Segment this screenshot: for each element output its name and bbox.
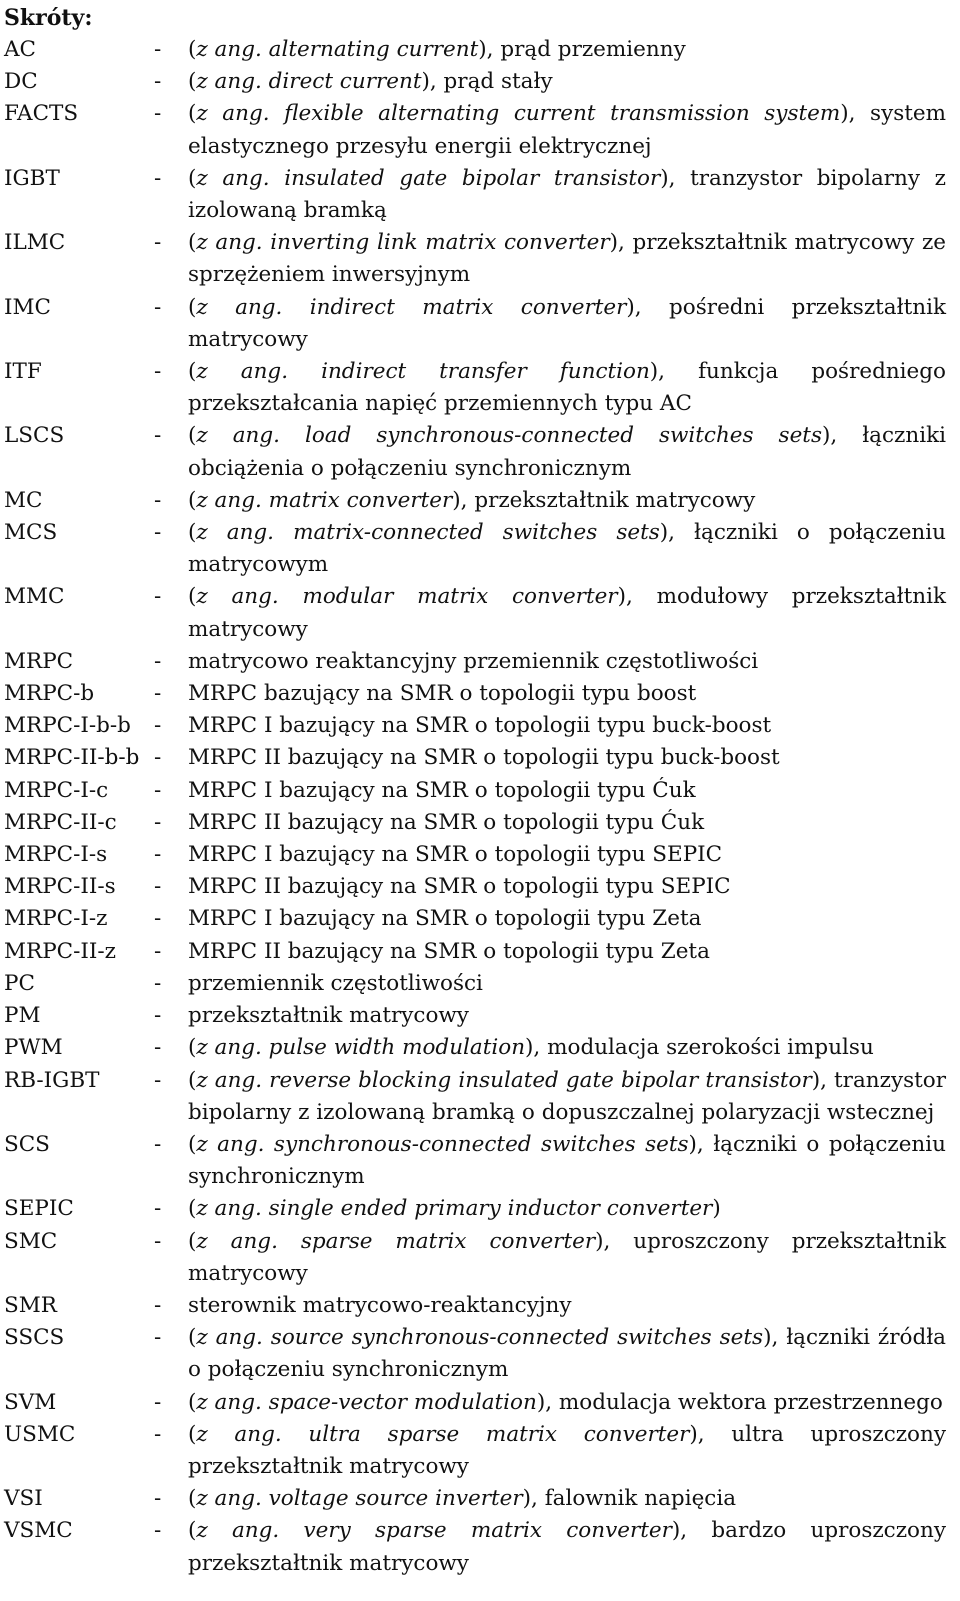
abbreviation-description: (z ang. ultra sparse matrix converter), ultra uproszczony przekształtnik matrycowy — [188, 1421, 946, 1479]
abbreviation-list — [4, 34, 946, 1580]
english-term: matrix-connected switches sets — [293, 520, 660, 546]
abbreviation-entry — [4, 903, 946, 935]
abbreviation-description: (z ang. reverse blocking insulated gate bipolar transistor), tranzystor bipolarny z izolowaną bramką o dopuszczalnej polaryzacji wstecznej — [188, 1067, 946, 1125]
separator-dash: - — [154, 1518, 162, 1544]
abbreviation-description: (z ang. modular matrix converter), modułowy przekształtnik matrycowy — [188, 584, 947, 642]
z-ang-marker: z ang. — [196, 37, 269, 62]
abbreviation-description: (z ang. alternating current), prąd przemienny — [188, 37, 686, 62]
z-ang-marker: z ang. — [196, 359, 322, 385]
z-ang-marker: z ang. — [196, 487, 269, 513]
z-ang-marker: z ang. — [196, 165, 285, 191]
abbreviation-description: (z ang. matrix-connected switches sets), łączniki o połączeniu matrycowym — [188, 520, 946, 578]
separator-dash: - — [154, 1325, 162, 1351]
polish-term: MRPC I bazujący na SMR o topologii typu buck-boost — [188, 713, 772, 739]
abbreviation-term: MRPC-I-c — [4, 777, 109, 803]
abbreviation-entry — [4, 1515, 946, 1579]
abbreviation-entry — [4, 420, 946, 484]
abbreviation-entry — [4, 1322, 946, 1386]
polish-term: łączniki obciążenia o połączeniu synchronicznym — [188, 423, 946, 481]
abbreviation-entry — [4, 775, 946, 807]
abbreviation-description: (z ang. sparse matrix converter), uproszczony przekształtnik matrycowy — [188, 1228, 946, 1286]
abbreviation-term: VSI — [4, 1486, 43, 1512]
abbreviation-description: (z ang. voltage source inverter), falownik napięcia — [188, 1486, 737, 1512]
abbreviation-entry — [4, 1419, 946, 1483]
english-term: inverting link matrix converter — [270, 230, 610, 256]
polish-term: MRPC I bazujący na SMR o topologii typu Ćuk — [188, 777, 696, 803]
abbreviation-term: ILMC — [4, 230, 66, 256]
abbreviation-description — [188, 871, 946, 903]
separator-dash: - — [154, 681, 162, 707]
separator-dash: - — [154, 37, 162, 62]
abbreviation-description — [188, 936, 946, 968]
english-term: alternating current — [268, 37, 479, 62]
abbreviation-entry — [4, 1290, 946, 1322]
separator-dash: - — [154, 1035, 162, 1061]
abbreviation-entry — [4, 678, 946, 710]
abbreviation-entry — [4, 517, 946, 581]
abbreviation-description: (z ang. matrix converter), przekształtnik matrycowy — [188, 487, 756, 513]
separator-dash: - — [154, 423, 162, 449]
abbreviation-description — [188, 903, 946, 935]
separator-dash: - — [154, 1228, 162, 1254]
abbreviation-term: MRPC-II-s — [4, 874, 116, 900]
abbreviation-entry — [4, 1032, 946, 1064]
abbreviation-term: IMC — [4, 294, 51, 320]
abbreviation-entry — [4, 34, 946, 66]
z-ang-marker: z ang. — [196, 1131, 274, 1157]
z-ang-marker: z ang. — [196, 423, 305, 449]
abbreviation-description — [188, 775, 946, 807]
abbreviation-term: PWM — [4, 1035, 63, 1061]
abbreviation-description: (z ang. flexible alternating current transmission system), system elastycznego przesyłu energii elektrycznej — [188, 101, 947, 159]
z-ang-marker: z ang. — [196, 1228, 301, 1254]
english-term: single ended primary inductor converter — [268, 1196, 713, 1222]
abbreviation-entry — [4, 581, 946, 645]
separator-dash: - — [154, 294, 162, 320]
polish-term: MRPC II bazujący na SMR o topologii typu Zeta — [188, 938, 710, 964]
z-ang-marker: z ang. — [196, 1196, 269, 1222]
z-ang-marker: z ang. — [196, 1389, 269, 1415]
separator-dash: - — [154, 1003, 162, 1029]
separator-dash: - — [154, 842, 162, 868]
abbreviation-entry — [4, 1226, 946, 1290]
english-term: flexible alternating current transmission system — [284, 101, 841, 127]
abbreviation-term: MRPC-I-b-b — [4, 713, 131, 739]
abbreviation-term: FACTS — [4, 101, 79, 127]
separator-dash: - — [154, 69, 162, 95]
polish-term: MRPC I bazujący na SMR o topologii typu SEPIC — [188, 842, 723, 868]
abbreviation-description — [188, 646, 946, 678]
abbreviation-description: (z ang. source synchronous-connected switches sets), łączniki źródła o połączeniu synchronicznym — [188, 1325, 946, 1383]
polish-term: modułowy przekształtnik matrycowy — [188, 584, 947, 642]
polish-term: MRPC II bazujący na SMR o topologii typu buck-boost — [188, 745, 780, 771]
abbreviation-description: (z ang. indirect matrix converter), pośredni przekształtnik matrycowy — [188, 294, 946, 352]
abbreviation-entry — [4, 66, 946, 98]
abbreviation-term: DC — [4, 69, 38, 95]
separator-dash: - — [154, 1196, 162, 1222]
abbreviation-entry — [4, 839, 946, 871]
abbreviation-entry — [4, 485, 946, 517]
abbreviation-term: MC — [4, 487, 43, 513]
abbreviation-term: VSMC — [4, 1518, 73, 1544]
abbreviation-description — [188, 742, 946, 774]
english-term: very sparse matrix converter — [303, 1518, 672, 1544]
separator-dash: - — [154, 101, 162, 127]
english-term: matrix converter — [268, 487, 453, 513]
english-term: space-vector modulation — [268, 1389, 537, 1415]
polish-term: łączniki o połączeniu synchronicznym — [188, 1131, 946, 1190]
separator-dash: - — [154, 487, 162, 513]
abbreviation-entry — [4, 646, 946, 678]
polish-term: MRPC II bazujący na SMR o topologii typu SEPIC — [188, 874, 731, 900]
polish-term: bardzo uproszczony przekształtnik matrycowy — [188, 1518, 946, 1576]
abbreviation-description: (z ang. insulated gate bipolar transistor), tranzystor bipolarny z izolowaną bramką — [188, 165, 947, 224]
english-term: modular matrix converter — [302, 584, 618, 610]
z-ang-marker: z ang. — [196, 584, 303, 610]
polish-term: łączniki źródła o połączeniu synchronicznym — [188, 1325, 946, 1383]
polish-term: modulacja szerokości impulsu — [547, 1035, 874, 1061]
abbreviation-term: SVM — [4, 1389, 57, 1415]
abbreviation-term: SMR — [4, 1292, 57, 1318]
polish-term: matrycowo reaktancyjny przemiennik częstotliwości — [188, 648, 759, 674]
separator-dash: - — [154, 906, 162, 932]
z-ang-marker: z ang. — [196, 1067, 270, 1093]
english-term: direct current — [268, 69, 422, 95]
english-term: ultra sparse matrix converter — [308, 1421, 690, 1447]
abbreviation-description — [188, 1000, 946, 1032]
z-ang-marker: z ang. — [196, 294, 310, 320]
english-term: reverse blocking insulated gate bipolar transistor — [269, 1067, 812, 1093]
abbreviation-term: SMC — [4, 1228, 58, 1254]
z-ang-marker: z ang. — [196, 230, 271, 256]
abbreviation-term: MRPC-II-c — [4, 809, 117, 835]
abbreviation-description — [188, 1290, 946, 1322]
abbreviation-description: (z ang. single ended primary inductor converter) — [188, 1196, 721, 1222]
abbreviation-entry — [4, 292, 946, 356]
polish-term: tranzystor bipolarny z izolowaną bramką o dopuszczalnej polaryzacji wstecznej — [188, 1067, 946, 1125]
abbreviation-term: AC — [4, 37, 36, 62]
separator-dash: - — [154, 165, 162, 191]
abbreviation-entry — [4, 163, 946, 227]
polish-term: przemiennik częstotliwości — [188, 970, 483, 996]
separator-dash: - — [154, 1421, 162, 1447]
polish-term: łączniki o połączeniu matrycowym — [188, 520, 946, 578]
polish-term: sterownik matrycowo-reaktancyjny — [188, 1292, 572, 1318]
z-ang-marker: z ang. — [196, 1035, 269, 1061]
separator-dash: - — [154, 809, 162, 835]
polish-term: MRPC bazujący na SMR o topologii typu boost — [188, 681, 697, 707]
abbreviation-term: SEPIC — [4, 1196, 74, 1222]
separator-dash: - — [154, 1486, 162, 1512]
english-term: source synchronous-connected switches sets — [270, 1325, 764, 1351]
z-ang-marker: z ang. — [196, 1486, 269, 1512]
polish-term: przekształtnik matrycowy — [474, 487, 756, 513]
abbreviation-description — [188, 678, 946, 710]
abbreviation-term: SSCS — [4, 1325, 65, 1351]
separator-dash: - — [154, 648, 162, 674]
abbreviation-description: (z ang. load synchronous-connected switches sets), łączniki obciążenia o połączeniu synchronicznym — [188, 423, 946, 481]
abbreviation-term: SCS — [4, 1131, 50, 1157]
english-term: synchronous-connected switches sets — [273, 1131, 689, 1157]
separator-dash: - — [154, 1292, 162, 1318]
abbreviation-term: MRPC-II-z — [4, 938, 116, 964]
polish-term: przekształtnik matrycowy — [188, 1003, 469, 1029]
polish-term: MRPC II bazujący na SMR o topologii typu Ćuk — [188, 809, 705, 835]
separator-dash: - — [154, 1389, 162, 1415]
abbreviation-entry — [4, 871, 946, 903]
english-term: pulse width modulation — [268, 1035, 526, 1061]
polish-term: pośredni przekształtnik matrycowy — [188, 294, 946, 352]
abbreviation-entry — [4, 1000, 946, 1032]
z-ang-marker: z ang. — [196, 101, 285, 127]
z-ang-marker: z ang. — [196, 520, 294, 546]
separator-dash: - — [154, 1067, 162, 1093]
abbreviation-term: MRPC — [4, 648, 74, 674]
abbreviation-description: (z ang. very sparse matrix converter), bardzo uproszczony przekształtnik matrycowy — [188, 1518, 946, 1576]
abbreviation-entry — [4, 227, 946, 291]
abbreviation-entry — [4, 1483, 946, 1515]
abbreviation-description: (z ang. direct current), prąd stały — [188, 69, 553, 95]
abbreviations-page — [0, 2, 960, 1601]
abbreviation-entry — [4, 936, 946, 968]
abbreviation-entry — [4, 742, 946, 774]
abbreviation-term: MMC — [4, 584, 65, 610]
polish-term: prąd stały — [443, 69, 553, 95]
abbreviation-term: RB-IGBT — [4, 1067, 100, 1093]
separator-dash: - — [154, 520, 162, 546]
z-ang-marker: z ang. — [196, 69, 269, 95]
abbreviation-term: IGBT — [4, 165, 60, 191]
english-term: load synchronous-connected switches sets — [304, 423, 822, 449]
z-ang-marker: z ang. — [196, 1518, 304, 1544]
polish-term: funkcja pośredniego przekształcania napięć przemiennych typu AC — [188, 359, 946, 417]
polish-term: przekształtnik matrycowy ze sprzężeniem inwersyjnym — [188, 230, 946, 288]
abbreviation-description — [188, 710, 946, 742]
z-ang-marker: z ang. — [196, 1325, 271, 1351]
separator-dash: - — [154, 230, 162, 256]
polish-term: tranzystor bipolarny z izolowaną bramką — [188, 165, 947, 224]
abbreviation-entry — [4, 710, 946, 742]
abbreviation-description: (z ang. synchronous-connected switches sets), łączniki o połączeniu synchronicznym — [188, 1131, 946, 1190]
separator-dash: - — [154, 970, 162, 996]
polish-term: ultra uproszczony przekształtnik matrycowy — [188, 1421, 946, 1479]
abbreviation-term: PC — [4, 970, 35, 996]
separator-dash: - — [154, 713, 162, 739]
abbreviation-term: MRPC-b — [4, 681, 95, 707]
z-ang-marker: z ang. — [196, 1421, 309, 1447]
abbreviation-term: PM — [4, 1003, 41, 1029]
abbreviation-entry — [4, 1065, 946, 1129]
abbreviation-entry — [4, 968, 946, 1000]
separator-dash: - — [154, 359, 162, 385]
polish-term: MRPC I bazujący na SMR o topologii typu Zeta — [188, 906, 702, 932]
abbreviation-description — [188, 807, 946, 839]
abbreviation-entry — [4, 807, 946, 839]
abbreviation-term: LSCS — [4, 423, 65, 449]
section-heading: Skróty: — [4, 5, 93, 31]
separator-dash: - — [154, 874, 162, 900]
abbreviation-term: ITF — [4, 359, 42, 385]
separator-dash: - — [154, 584, 162, 610]
separator-dash: - — [154, 777, 162, 803]
abbreviation-term: MRPC-I-s — [4, 842, 108, 868]
english-term: indirect matrix converter — [309, 294, 627, 320]
abbreviation-description — [188, 968, 946, 1000]
polish-term: modulacja wektora przestrzennego — [558, 1389, 943, 1415]
english-term: insulated gate bipolar transistor — [284, 165, 661, 191]
english-term: indirect transfer function — [321, 359, 650, 385]
abbreviation-entry — [4, 1129, 946, 1193]
abbreviation-term: MRPC-I-z — [4, 906, 108, 932]
abbreviation-entry — [4, 356, 946, 420]
polish-term: system elastycznego przesyłu energii elektrycznej — [188, 101, 947, 159]
abbreviation-entry — [4, 1387, 946, 1419]
abbreviation-description: (z ang. inverting link matrix converter), przekształtnik matrycowy ze sprzężeniem inwersyjnym — [188, 230, 946, 288]
polish-term: prąd przemienny — [500, 37, 686, 62]
abbreviation-term: MRPC-II-b-b — [4, 745, 140, 771]
abbreviation-entry — [4, 1193, 946, 1225]
abbreviation-entry — [4, 98, 946, 162]
abbreviation-description: (z ang. space-vector modulation), modulacja wektora przestrzennego — [188, 1389, 943, 1415]
english-term: sparse matrix converter — [300, 1228, 596, 1254]
abbreviation-term: USMC — [4, 1421, 76, 1447]
separator-dash: - — [154, 938, 162, 964]
abbreviation-description — [188, 839, 946, 871]
english-term: voltage source inverter — [268, 1486, 523, 1512]
separator-dash: - — [154, 745, 162, 771]
abbreviation-term: MCS — [4, 520, 58, 546]
separator-dash: - — [154, 1131, 162, 1157]
abbreviation-description: (z ang. indirect transfer function), funkcja pośredniego przekształcania napięć przemiennych typu AC — [188, 359, 946, 417]
abbreviation-description: (z ang. pulse width modulation), modulacja szerokości impulsu — [188, 1035, 874, 1061]
polish-term: uproszczony przekształtnik matrycowy — [188, 1228, 946, 1286]
polish-term: falownik napięcia — [544, 1486, 737, 1512]
